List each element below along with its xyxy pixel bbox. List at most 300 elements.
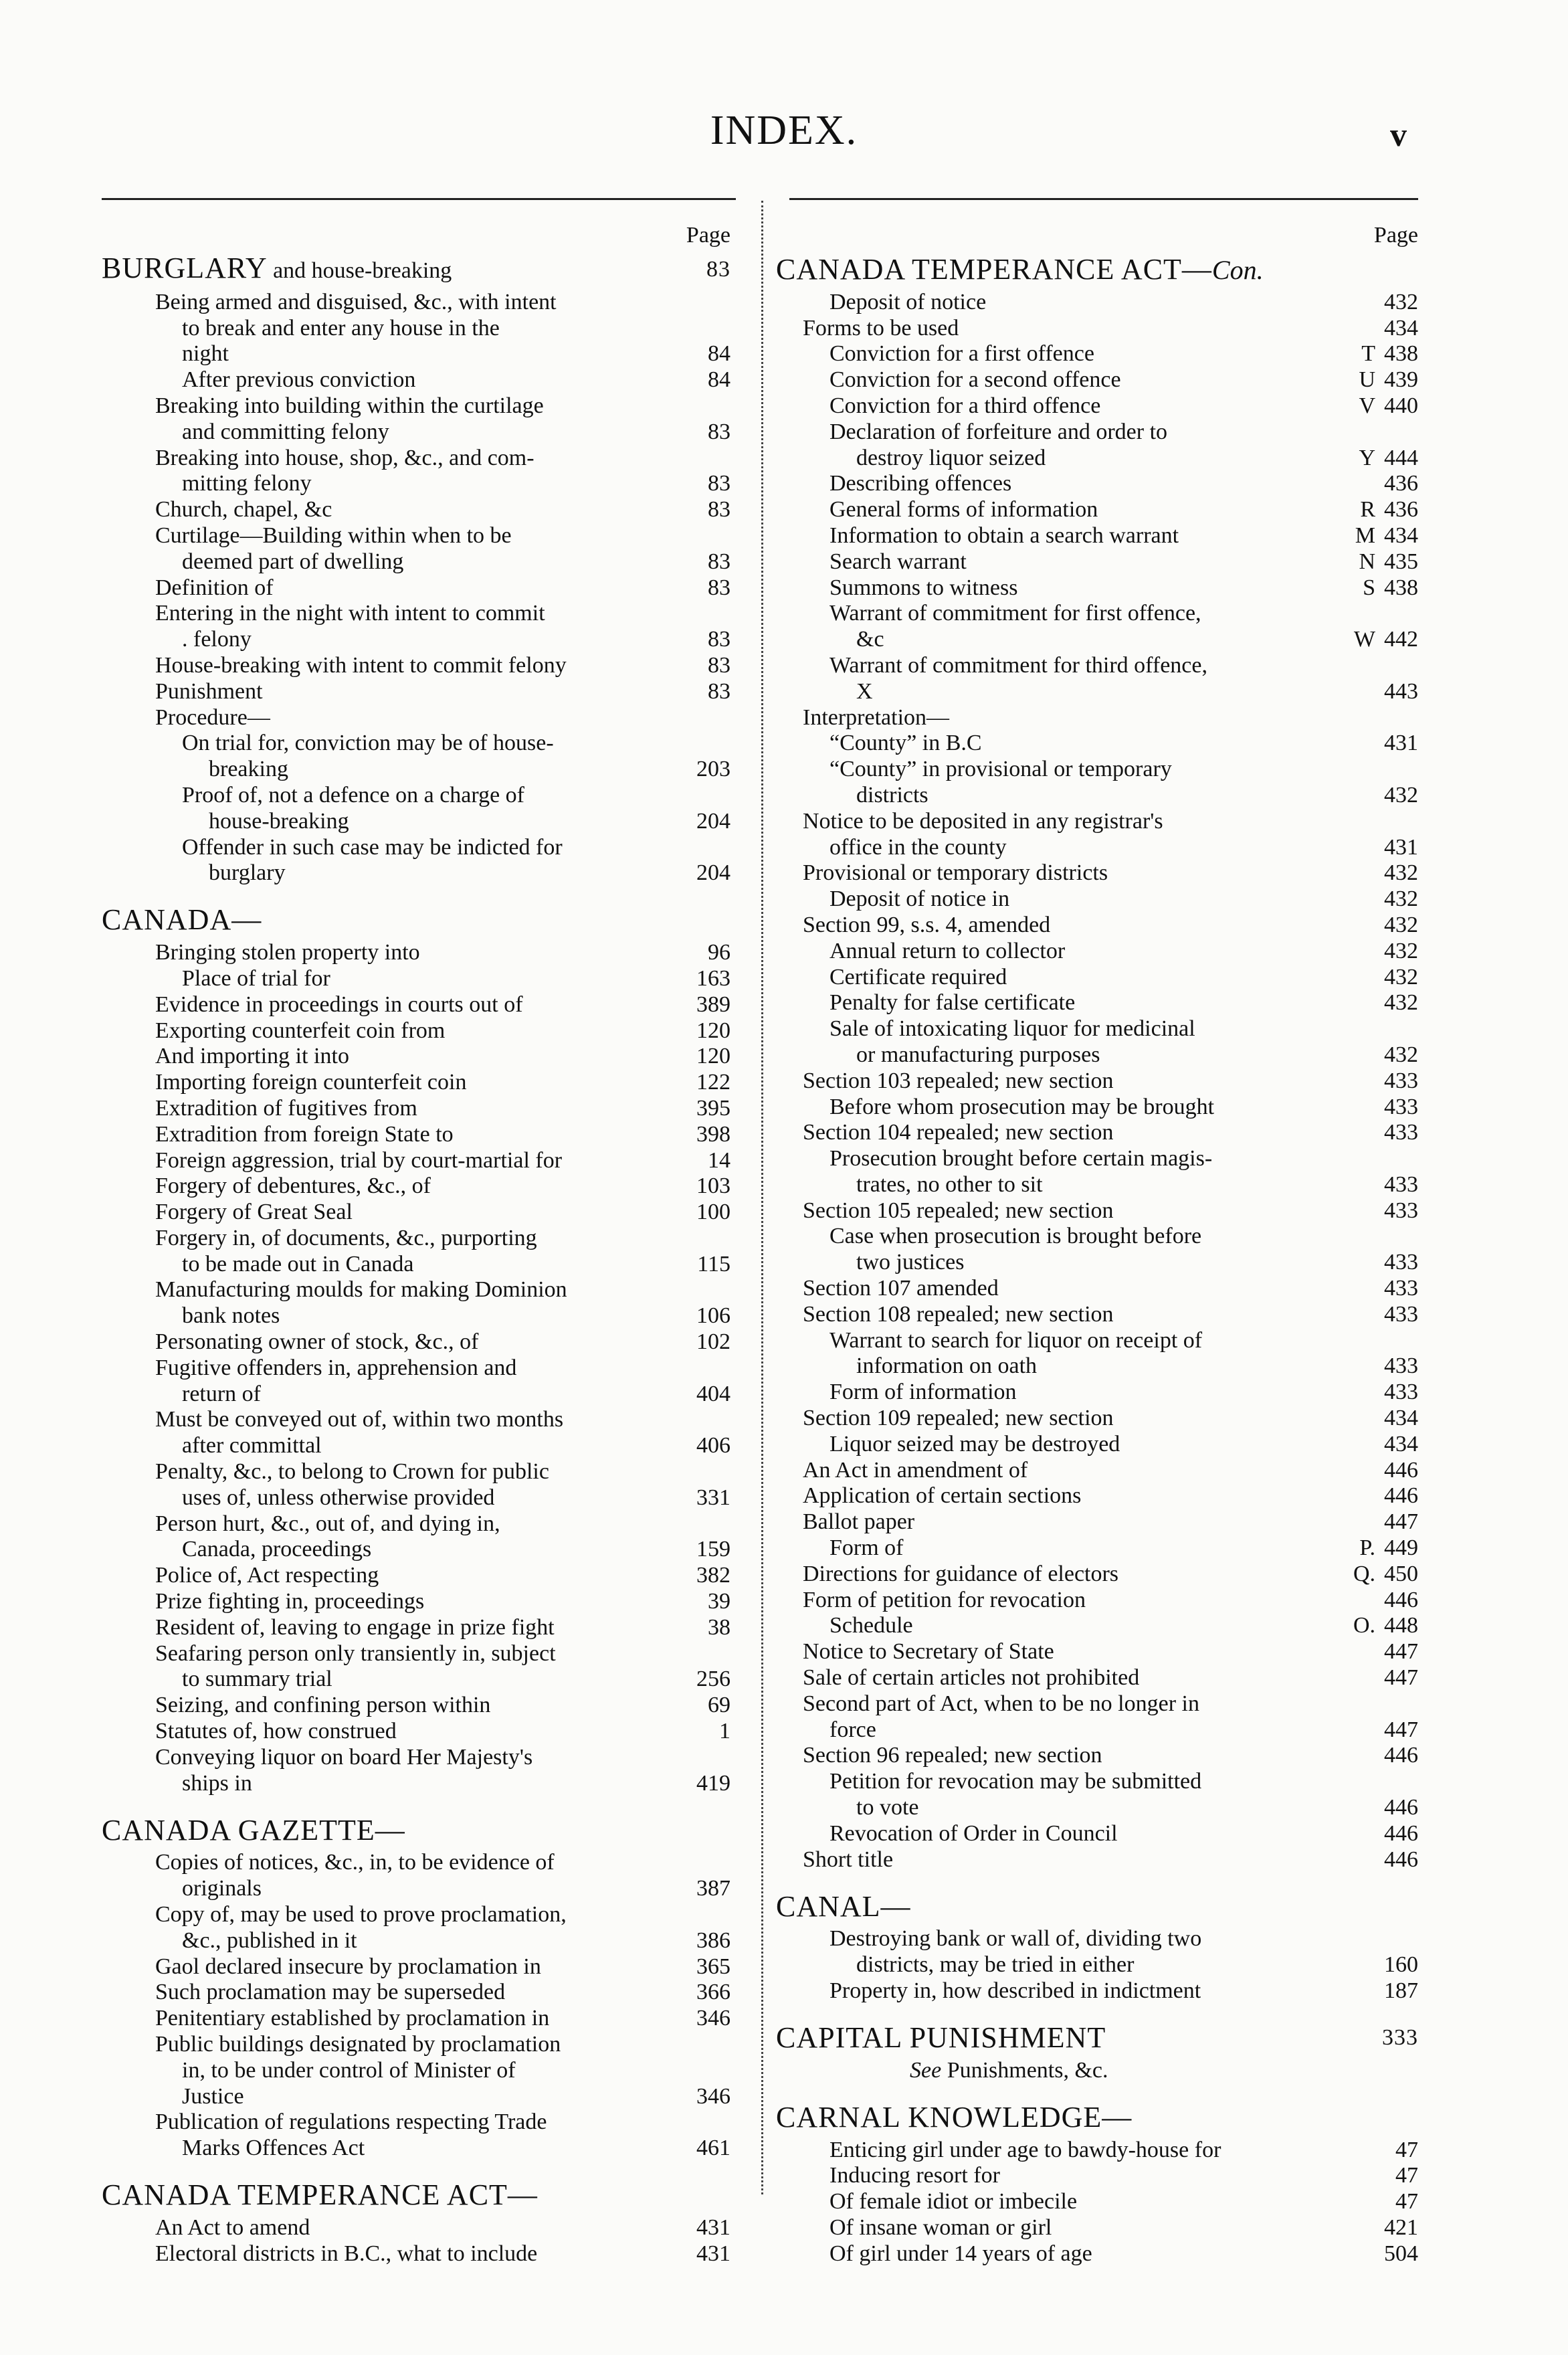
form-letter: U — [1359, 367, 1375, 393]
leader-dots — [1040, 1359, 1373, 1379]
index-entry — [776, 1275, 1418, 1301]
page-ref: 38 — [708, 1614, 730, 1640]
entry-text: Property in, how described in indictment — [829, 1978, 1201, 2003]
index-entry — [776, 419, 1418, 445]
leader-dots — [887, 632, 1346, 652]
page-ref: 106 — [696, 1303, 730, 1329]
page-ref: 404 — [696, 1381, 730, 1406]
index-entry — [102, 2083, 730, 2109]
heading-text: CAPITAL PUNISHMENT — [776, 2021, 1106, 2054]
index-entry — [102, 652, 730, 678]
leader-dots — [255, 1776, 685, 1796]
leader-dots — [879, 1723, 1373, 1743]
leader-dots — [1014, 476, 1373, 496]
leader-dots — [1121, 1567, 1346, 1587]
form-letter: R — [1360, 497, 1375, 523]
index-entry — [102, 1718, 730, 1744]
page-ref: 346 — [696, 2006, 730, 2031]
form-letter: S — [1363, 575, 1375, 600]
page-ref: 83 — [708, 549, 730, 574]
page-ref: 204 — [696, 808, 730, 834]
page-ref: 436 — [1384, 497, 1418, 523]
entry-text: Public buildings designated by proclamation — [155, 2032, 561, 2057]
index-entry — [776, 341, 1418, 367]
index-entry — [776, 1094, 1418, 1120]
index-entry — [102, 1901, 730, 1927]
entry-text: Resident of, leaving to engage in prize fight — [155, 1614, 555, 1640]
page-ref: 433 — [1384, 1276, 1418, 1301]
index-entry — [102, 860, 730, 886]
index-entry — [102, 1875, 730, 1901]
entry-text: House-breaking with intent to commit felony — [155, 652, 567, 678]
page-ref: 444 — [1384, 445, 1418, 470]
index-entry — [776, 1587, 1418, 1613]
entry-text: Short title — [803, 1847, 894, 1872]
index-entry — [776, 289, 1418, 315]
page-ref: 256 — [696, 1667, 730, 1692]
index-entry — [776, 1952, 1418, 1978]
leader-dots — [493, 1698, 685, 1718]
form-letter: Q. — [1353, 1561, 1375, 1586]
entry-text: Sale of certain articles not prohibited — [803, 1665, 1140, 1691]
header-rule-right — [789, 198, 1418, 200]
leader-dots — [921, 1800, 1373, 1820]
leader-dots — [1103, 399, 1346, 419]
entry-text: Penitentiary established by proclamation in — [155, 2006, 550, 2031]
entry-text: Copies of notices, &c., in, to be evidence of — [155, 1850, 555, 1875]
entry-text: Warrant of commitment for first offence, — [829, 601, 1201, 626]
page-ref: 433 — [1384, 1353, 1418, 1379]
entry-text: Declaration of forfeiture and order to — [829, 419, 1168, 444]
index-entry — [776, 1353, 1418, 1380]
index-entry — [776, 2241, 1418, 2267]
page-ref: 432 — [1384, 990, 1418, 1016]
index-entry — [776, 1820, 1418, 1847]
index-entry — [102, 1980, 730, 2006]
entry-text: Search warrant — [829, 549, 967, 574]
page-ref: 120 — [696, 1044, 730, 1069]
leader-dots — [1124, 373, 1346, 393]
page-ref: 187 — [1384, 1978, 1418, 2003]
page-ref: 446 — [1384, 1743, 1418, 1768]
column-divider — [761, 201, 763, 2194]
page-ref: 436 — [1384, 471, 1418, 496]
index-entry — [776, 1068, 1418, 1094]
index-entry — [102, 939, 730, 965]
index-entry — [102, 2057, 730, 2083]
index-entry — [776, 678, 1418, 704]
entry-text: Proof of, not a defence on a charge of — [182, 782, 524, 808]
leader-dots — [355, 1205, 685, 1225]
page-ref: 83 — [708, 627, 730, 652]
index-entry — [102, 1147, 730, 1173]
entry-text: Revocation of Order in Council — [829, 1820, 1118, 1846]
page-ref: 83 — [708, 652, 730, 678]
index-entry — [102, 1277, 730, 1303]
leader-dots — [481, 1335, 685, 1355]
page-number: v — [1390, 116, 1407, 153]
entry-text: Forgery of Great Seal — [155, 1200, 353, 1225]
entry-text: Conviction for a third offence — [829, 393, 1101, 418]
entry-text: Interpretation— — [803, 704, 950, 730]
page-ref: 433 — [1384, 1198, 1418, 1223]
entry-text: Of girl under 14 years of age — [829, 2241, 1092, 2266]
entry-text: Form of — [829, 1535, 904, 1561]
page-ref: 419 — [696, 1770, 730, 1796]
leader-dots — [1001, 1281, 1373, 1301]
index-entry — [102, 1355, 730, 1381]
form-letter: P. — [1359, 1535, 1375, 1561]
index-entry — [776, 1847, 1418, 1873]
index-column-left — [102, 221, 730, 2267]
leader-dots — [291, 762, 685, 782]
index-entry — [102, 1614, 730, 1640]
leader-dots — [1203, 1984, 1373, 2004]
index-entry — [776, 731, 1418, 757]
index-entry — [776, 1613, 1418, 1639]
entry-text: Exporting counterfeit coin from — [155, 1018, 446, 1043]
index-entry — [776, 315, 1418, 341]
heading-gap — [776, 1873, 1418, 1887]
index-entry — [776, 2057, 1418, 2083]
page-ref: 433 — [1384, 1068, 1418, 1093]
entry-text: Deposit of notice in — [829, 886, 1010, 912]
index-entry — [102, 2241, 730, 2267]
heading-text: BURGLARY and house-breaking — [102, 252, 452, 284]
entry-text: Inducing resort for — [829, 2163, 1000, 2188]
index-heading — [776, 2098, 1418, 2137]
page-ref: 434 — [1384, 1406, 1418, 1431]
leader-dots — [985, 736, 1373, 756]
leader-dots — [540, 2247, 685, 2267]
index-entry — [776, 1016, 1418, 1042]
index-entry — [102, 1537, 730, 1563]
page-ref: 446 — [1384, 1483, 1418, 1509]
index-entry — [776, 1665, 1418, 1691]
page-ref: 431 — [1384, 731, 1418, 756]
entry-text: Penalty for false certificate — [829, 990, 1076, 1016]
page-ref: 439 — [1384, 367, 1418, 393]
index-entry — [102, 704, 730, 731]
leader-dots — [1019, 1385, 1373, 1405]
entry-text: two justices — [856, 1250, 965, 1275]
entry-text: Application of certain sections — [803, 1483, 1082, 1509]
page-ref: 83 — [708, 678, 730, 704]
entry-text: Extradition of fugitives from — [155, 1095, 417, 1121]
leader-dots — [1100, 502, 1346, 523]
index-entry — [776, 1717, 1418, 1743]
page-ref: 447 — [1384, 1665, 1418, 1691]
page-ref: 432 — [1384, 860, 1418, 886]
index-entry — [102, 731, 730, 757]
index-entry — [102, 1173, 730, 1200]
entry-text: to summary trial — [182, 1667, 332, 1692]
page-ref: 448 — [1384, 1613, 1418, 1638]
entry-text: Offender in such case may be indicted for — [182, 834, 563, 860]
page-ref: 434 — [1384, 523, 1418, 548]
entry-text: Forgery of debentures, &c., of — [155, 1173, 431, 1199]
index-entry — [776, 1691, 1418, 1717]
leader-dots — [917, 1515, 1373, 1535]
leader-dots — [264, 1881, 685, 1901]
page-ref: 431 — [696, 2215, 730, 2240]
entry-text: Conveying liquor on board Her Majesty's — [155, 1744, 533, 1770]
leader-dots — [418, 373, 685, 393]
leader-dots — [266, 684, 685, 704]
index-entry — [776, 1483, 1418, 1509]
index-entry — [776, 834, 1418, 860]
leader-dots — [454, 260, 685, 280]
index-entry — [102, 1303, 730, 1329]
entry-text: force — [829, 1717, 876, 1742]
page-ref: 447 — [1384, 1717, 1418, 1742]
entry-text: Directions for guidance of electors — [803, 1561, 1119, 1586]
page-ref: 432 — [1384, 886, 1418, 912]
leader-dots — [1116, 1125, 1373, 1145]
index-entry — [776, 1794, 1418, 1820]
page-ref: 450 — [1384, 1561, 1418, 1586]
heading-text: CANAL— — [776, 1889, 911, 1923]
index-heading — [776, 2018, 1418, 2057]
index-entry — [776, 2137, 1418, 2163]
form-letter: V — [1359, 393, 1375, 418]
index-entry — [102, 601, 730, 627]
entry-text: Extradition from foreign State to — [155, 1121, 454, 1147]
leader-dots — [469, 1075, 685, 1095]
entry-text: Forgery in, of documents, &c., purporting — [155, 1225, 537, 1250]
entry-text: “County” in B.C — [829, 731, 982, 756]
leader-dots — [381, 1568, 685, 1588]
entry-text: Destroying bank or wall of, dividing two — [829, 1926, 1202, 1952]
entry-text: Section 96 repealed; new section — [803, 1743, 1102, 1768]
index-entry — [776, 1379, 1418, 1405]
leader-dots — [456, 1127, 685, 1147]
entry-text: Breaking into building within the curtilage — [155, 393, 544, 418]
leader-dots — [989, 295, 1373, 315]
entry-text: Bringing stolen property into — [155, 940, 420, 965]
page-column-label: Page — [686, 223, 730, 248]
entry-text: Definition of — [155, 575, 274, 600]
page-ref: 159 — [696, 1537, 730, 1562]
page-ref: 387 — [696, 1876, 730, 1901]
page-ref: 84 — [708, 341, 730, 367]
index-entry — [102, 1744, 730, 1770]
page-ref: 333 — [1382, 2025, 1418, 2050]
index-entry — [776, 1042, 1418, 1068]
page-ref: 103 — [696, 1173, 730, 1199]
leader-dots — [1020, 581, 1346, 601]
leader-dots — [367, 2141, 685, 2161]
index-entry — [776, 1638, 1418, 1665]
index-entry — [102, 1667, 730, 1693]
entry-text: districts, may be tried in either — [856, 1952, 1135, 1978]
index-entry — [776, 990, 1418, 1016]
entry-text: after committal — [182, 1433, 322, 1458]
form-letter: T — [1361, 341, 1375, 367]
index-entry — [102, 1954, 730, 1980]
page-ref: 433 — [1384, 1380, 1418, 1405]
index-entry — [776, 393, 1418, 419]
entry-text: Prize fighting in, proceedings — [155, 1589, 425, 1614]
index-entry — [776, 626, 1418, 652]
index-entry — [102, 1770, 730, 1796]
index-entry — [776, 652, 1418, 678]
leader-dots — [417, 1257, 685, 1277]
leader-dots — [1116, 1074, 1373, 1094]
page-ref: 438 — [1384, 341, 1418, 367]
page-ref: 443 — [1384, 678, 1418, 704]
entry-text: Gaol declared insecure by proclamation in — [155, 1954, 541, 1979]
index-entry — [102, 419, 730, 445]
index-entry — [776, 1405, 1418, 1431]
index-entry — [776, 2215, 1418, 2241]
entry-text: Forms to be used — [803, 315, 959, 341]
page-ref: 365 — [696, 1954, 730, 1979]
page-ref: 47 — [1395, 2163, 1418, 2188]
leader-dots — [282, 1309, 685, 1329]
page-ref: 398 — [696, 1121, 730, 1147]
index-heading — [776, 1887, 1418, 1926]
leader-dots — [1097, 347, 1346, 367]
index-entry — [102, 575, 730, 601]
index-entry — [102, 834, 730, 860]
index-entry — [776, 1145, 1418, 1171]
leader-dots — [544, 1960, 685, 1980]
entry-text: Penalty, &c., to belong to Crown for public — [155, 1459, 549, 1485]
index-entry — [102, 496, 730, 523]
leader-dots — [1108, 2028, 1373, 2048]
heading-text: CARNAL KNOWLEDGE— — [776, 2100, 1133, 2134]
index-entry — [776, 1198, 1418, 1224]
entry-text: An Act in amendment of — [803, 1457, 1028, 1483]
page-ref: 433 — [1384, 1171, 1418, 1197]
leader-dots — [1088, 1593, 1373, 1613]
leader-dots — [360, 1934, 685, 1954]
index-entry — [776, 1457, 1418, 1483]
index-entry — [776, 1768, 1418, 1794]
page-ref: 102 — [696, 1329, 730, 1355]
form-letter: W — [1353, 627, 1375, 652]
leader-dots — [288, 866, 685, 886]
entry-text: Publication of regulations respecting Trade — [155, 2109, 547, 2135]
page-ref: 447 — [1384, 1639, 1418, 1665]
index-entry — [776, 2163, 1418, 2189]
index-entry — [102, 1485, 730, 1511]
page-ref: 14 — [708, 1147, 730, 1173]
leader-dots — [231, 347, 685, 367]
leader-dots — [1181, 529, 1346, 549]
heading-text: CANADA— — [102, 903, 262, 937]
page-ref: 446 — [1384, 1587, 1418, 1612]
page-ref: 47 — [1395, 2189, 1418, 2215]
index-entry — [776, 1327, 1418, 1353]
leader-dots — [1030, 1463, 1373, 1483]
page-ref: 504 — [1384, 2241, 1418, 2266]
page-ref: 435 — [1384, 549, 1418, 574]
entry-text: Petition for revocation may be submitted — [829, 1769, 1202, 1794]
entry-text: Schedule — [829, 1613, 913, 1638]
entry-text: See Punishments, &c. — [910, 2057, 1108, 2083]
entry-text: Evidence in proceedings in courts out of — [155, 992, 523, 1017]
leader-dots — [1012, 892, 1373, 912]
heading-gap — [102, 2161, 730, 2176]
leader-dots — [967, 1255, 1373, 1275]
leader-dots — [1122, 1437, 1373, 1457]
leader-dots — [374, 1542, 685, 1562]
index-entry — [776, 1561, 1418, 1587]
leader-dots — [1057, 1644, 1373, 1665]
page-ref: 433 — [1384, 1301, 1418, 1327]
entry-text: return of — [182, 1381, 262, 1406]
leader-dots — [931, 788, 1373, 808]
index-entry — [102, 1407, 730, 1433]
index-entry — [776, 860, 1418, 886]
index-entry — [102, 808, 730, 834]
page-ref: 204 — [696, 860, 730, 886]
entry-text: General forms of information — [829, 497, 1098, 523]
heading-gap — [102, 886, 730, 901]
leader-dots — [448, 1024, 685, 1044]
index-entry — [102, 1692, 730, 1718]
entry-text: uses of, unless otherwise provided — [182, 1485, 495, 1510]
entry-text: Notice to be deposited in any registrar's — [803, 808, 1163, 834]
entry-text: Deposit of notice — [829, 289, 987, 314]
leader-dots — [1080, 2194, 1373, 2215]
index-entry — [102, 1562, 730, 1588]
leader-dots — [1084, 1489, 1373, 1509]
index-entry — [102, 1588, 730, 1614]
index-entry — [102, 1458, 730, 1485]
entry-text: destroy liquor seized — [856, 445, 1046, 470]
entry-text: Section 99, s.s. 4, amended — [803, 912, 1051, 937]
leader-dots — [1142, 1671, 1373, 1691]
entry-text: Electoral districts in B.C., what to include — [155, 2241, 538, 2266]
entry-text: Curtilage—Building within when to be — [155, 523, 512, 548]
index-entry — [102, 1640, 730, 1667]
leader-dots — [392, 425, 685, 445]
leader-dots — [254, 632, 685, 652]
index-entry — [102, 1044, 730, 1070]
leader-dots — [1116, 1411, 1373, 1431]
entry-text: Prosecution brought before certain magis- — [829, 1146, 1213, 1171]
entry-text: ships in — [182, 1770, 252, 1796]
entry-text: Before whom prosecution may be brought — [829, 1094, 1215, 1119]
entry-text: Certificate required — [829, 964, 1007, 990]
entry-text: Being armed and disguised, &c., with intent — [155, 289, 557, 314]
entry-text: Of female idiot or imbecile — [829, 2189, 1078, 2215]
entry-text: Such proclamation may be superseded — [155, 1980, 506, 2005]
index-entry — [776, 1171, 1418, 1198]
index-entry — [776, 1301, 1418, 1327]
page-ref: 83 — [708, 419, 730, 444]
entry-text: Liquor seized may be destroyed — [829, 1431, 1120, 1456]
cross-reference: Punishments, &c. — [941, 2057, 1108, 2083]
entry-text: X — [856, 678, 873, 704]
index-entry — [776, 1926, 1418, 1952]
form-letter: N — [1359, 549, 1375, 574]
leader-dots — [876, 684, 1373, 704]
leader-dots — [406, 555, 685, 575]
entry-text: bank notes — [182, 1303, 280, 1329]
leader-dots — [324, 1438, 685, 1458]
entry-text: After previous conviction — [182, 367, 416, 393]
page-ref: 432 — [1384, 964, 1418, 990]
heading-subtext: and house-breaking — [267, 258, 452, 283]
leader-dots — [1068, 944, 1373, 964]
index-entry — [102, 965, 730, 992]
index-entry — [102, 2215, 730, 2241]
leader-dots — [1137, 1958, 1373, 1978]
